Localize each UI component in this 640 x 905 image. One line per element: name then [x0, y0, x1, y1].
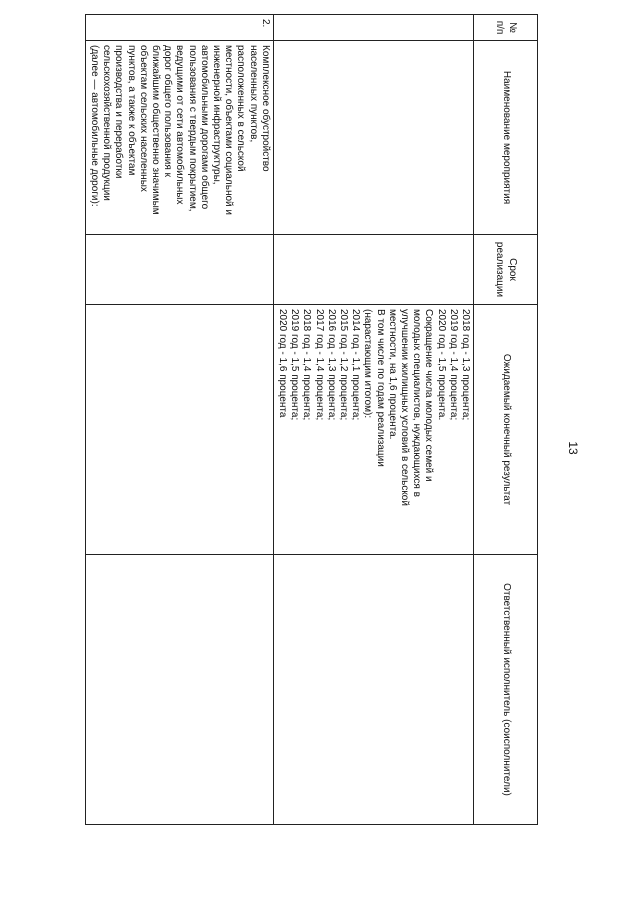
page-number: 13: [566, 441, 580, 455]
result-line: 2016 год - 1,3 процента;: [325, 309, 337, 421]
result-line: 2019 год - 1,4 процента;: [447, 309, 459, 421]
row1-num: [273, 15, 473, 41]
header-result: Ожидаемый конечный результат: [474, 305, 538, 555]
name-line: местности, объектами социальной и: [223, 45, 235, 215]
name-line: Комплексное обустройство: [259, 45, 271, 172]
row2-executor: [85, 555, 273, 825]
table-row: [273, 15, 473, 825]
header-name: Наименование мероприятия: [474, 41, 538, 235]
result-line: В том числе по годам реализации: [374, 309, 386, 467]
result-line: 2020 год - 1,6 процента: [276, 309, 288, 418]
result-line: молодых специалистов, нуждающихся в: [411, 309, 423, 497]
name-line: дорог общего пользования к: [162, 45, 174, 177]
table-header-row: [474, 15, 538, 825]
result-line: местности, на 1,6 процента.: [386, 309, 398, 440]
name-line: пунктов, а также к объектам: [125, 45, 137, 176]
name-line: пользования с твердым покрытием,: [186, 45, 198, 212]
name-line: сельскохозяйственной продукции: [101, 45, 113, 201]
row2-result: [85, 305, 273, 555]
table-row: [85, 15, 273, 825]
rotated-table-container: [88, 14, 538, 824]
result-line: 2019 год - 1,5 процента;: [289, 309, 301, 421]
header-term: Срок реализации: [474, 235, 538, 305]
name-line: объектам сельских населенных: [137, 45, 149, 192]
row2-num: 2.: [85, 15, 273, 41]
result-line: улучшении жилищных условий в сельской: [398, 309, 410, 506]
name-line: населенных пунктов,: [247, 45, 259, 143]
row1-term: [273, 235, 473, 305]
row1-executor: [273, 555, 473, 825]
result-line: 2015 год - 1,2 процента;: [337, 309, 349, 421]
row2-term: [85, 235, 273, 305]
result-line: Сокращение числа молодых семей и: [423, 309, 435, 482]
result-line: 2014 год - 1,1 процента;: [350, 309, 362, 421]
name-line: инженерной инфраструктуры,: [210, 45, 222, 185]
header-num: № п/п: [474, 15, 538, 41]
result-line: 2018 год - 1,3 процента;: [460, 309, 471, 421]
name-line: производства и переработки: [113, 45, 125, 179]
result-line: 2020 год - 1,5 процента.: [435, 309, 447, 421]
row2-name: [85, 41, 273, 235]
name-line: расположенных в сельской: [235, 45, 247, 172]
result-line: 2017 год - 1,4 процента;: [313, 309, 325, 421]
name-line: (далее — автомобильные дороги):: [88, 45, 100, 207]
row1-result: [273, 305, 473, 555]
result-line: (нарастающим итогом):: [362, 309, 374, 419]
name-line: автомобильными дорогами общего: [198, 45, 210, 210]
activities-table: [85, 14, 538, 825]
name-line: ближайшим общественно значимым: [149, 45, 161, 215]
result-line: 2018 год - 1,4 процента;: [301, 309, 313, 421]
header-executor: Ответственный исполнитель (соисполнители): [474, 555, 538, 825]
row1-name: [273, 41, 473, 235]
name-line: ведущими от сети автомобильных: [174, 45, 186, 205]
